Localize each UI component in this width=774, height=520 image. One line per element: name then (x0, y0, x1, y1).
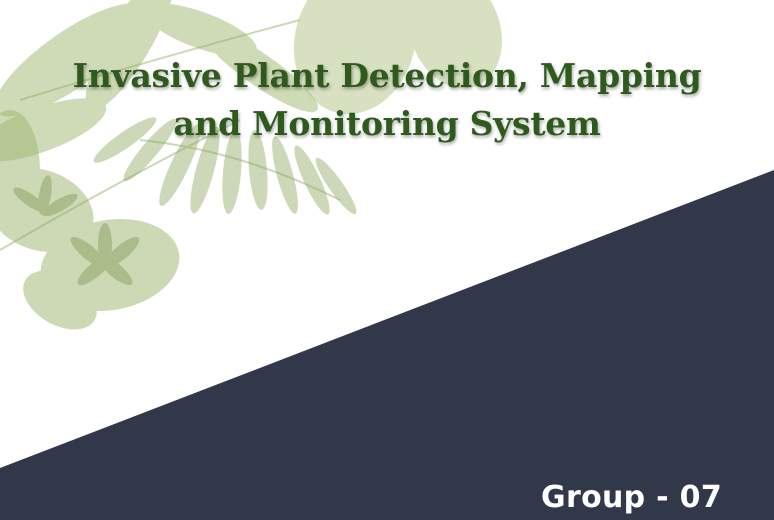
group-label: Group - 07 (541, 480, 722, 515)
slide-title (0, 52, 774, 148)
title-line-2: and Monitoring System (173, 104, 601, 143)
title-line-1: Invasive Plant Detection, Mapping (72, 56, 702, 95)
